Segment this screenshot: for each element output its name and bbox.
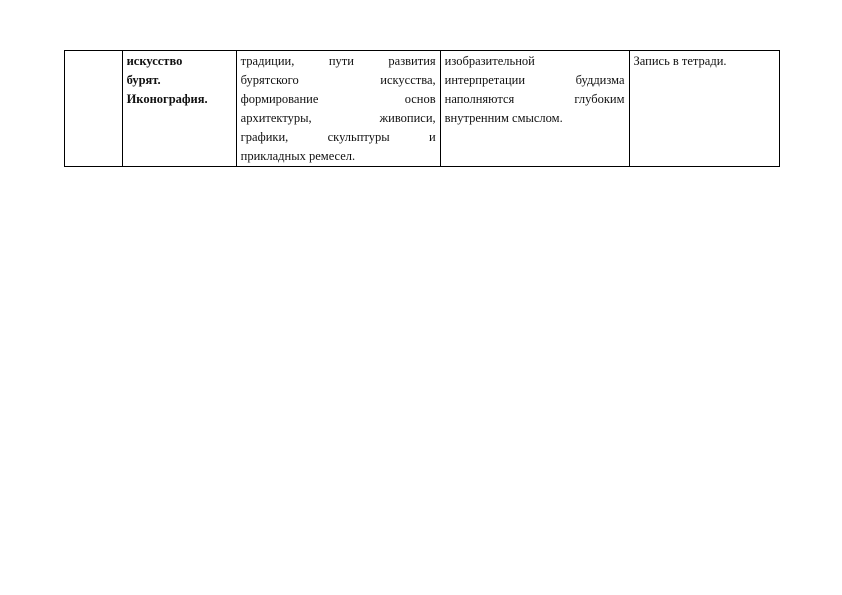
topic-line: искусство [126,54,183,68]
content-line: архитектуры, живописи, [240,111,436,125]
description-line: внутренним смыслом. [444,111,563,125]
lesson-table [64,50,780,167]
description-line: интерпретации буддизма [444,73,625,87]
table-cell-content [236,51,440,167]
table-cell-number [65,51,123,167]
table-row [65,51,780,167]
table-cell-description [440,51,629,167]
content-line: прикладных ремесел. [240,149,356,163]
content-line: традиции, пути развития [240,54,436,68]
topic-line: бурят. [126,73,161,87]
description-line: наполняются глубоким [444,92,625,106]
topic-line: Иконография. [126,92,208,106]
table-cell-topic [122,51,236,167]
content-line: формирование основ [240,92,436,106]
content-line: графики, скульптуры и [240,130,436,144]
description-line: изобразительной [444,54,535,68]
content-line: бурятского искусства, [240,73,436,87]
table-cell-activity: Запись в тетради. [629,51,780,167]
